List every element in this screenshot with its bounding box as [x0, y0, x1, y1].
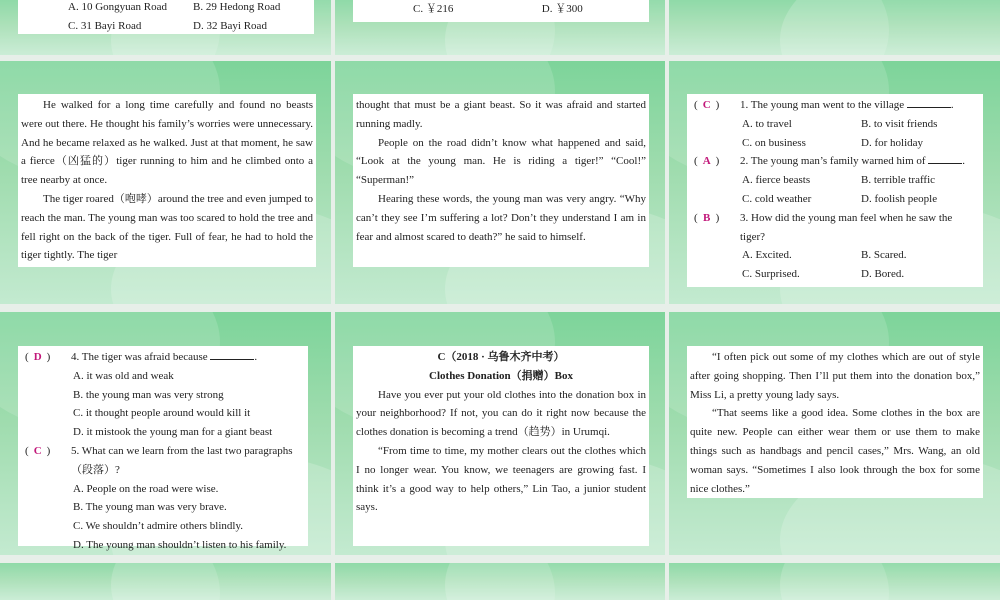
passage-paragraph: He walked for a long time carefully and found no beasts were out there. He thought his family’s worries were unnecessary. And he became relaxed as he walked. Just at that moment, he saw a fierce（凶猛的）tiger running to him and he climbed onto a tree nearby at once.	[21, 99, 313, 187]
passage-paragraph: Hearing these words, the young man was very angry. “Why can’t they see I’m suffering a lot? Don’t they understand I am in fear and almost scared to death?” he said to himself.	[356, 192, 646, 243]
option: C. We shouldn’t admire others blindly.	[73, 520, 244, 533]
passage-paragraph: “I often pick out some of my clothes which are out of style after going shopping. Then I’ll put them into the donation box,” Miss Li, a pretty young lady says.	[690, 351, 980, 401]
option: C. ￥216	[413, 3, 454, 15]
option-list	[68, 0, 314, 36]
slide-9[interactable]	[669, 312, 1000, 555]
question-text: 3. How did the young man feel when he saw the tiger?	[740, 211, 953, 243]
passage-paragraph: thought that must be a giant beast. So it was afraid and started running madly.	[356, 99, 646, 130]
answer-letter: D	[33, 351, 42, 363]
option: B. The young man was very brave.	[73, 501, 227, 514]
answer-letter: C	[33, 444, 42, 457]
passage-title: Clothes Donation（捐赠）Box	[429, 369, 573, 382]
slide-12[interactable]	[669, 563, 1000, 600]
option: A. 10 Gongyuan Road	[68, 1, 167, 13]
passage-paragraph: “That seems like a good idea. Some clothes in the box are quite new. People can either wear them or use them to make things such as handbags and pencil cases,” Mrs. Wang, an old woman says. “Sometimes I also look through the box for some nice clothes.”	[690, 407, 980, 495]
question-text: 5. What can we learn from the last two paragraphs（段落）?	[71, 444, 293, 476]
question-end: .	[254, 351, 258, 363]
reading-passage-card	[353, 346, 649, 546]
questions-card	[18, 346, 308, 551]
answer-blank	[907, 97, 951, 108]
answer-box: ( D )	[25, 348, 50, 367]
option: D. Bored.	[861, 268, 905, 281]
reading-passage-card	[353, 94, 649, 267]
option: A. it was old and weak	[73, 369, 174, 382]
option: D. foolish people	[861, 192, 938, 205]
question-text: 4. The tiger was afraid because	[71, 351, 208, 363]
option: D. 32 Bayi Road	[193, 19, 267, 32]
slide-1[interactable]	[0, 0, 331, 55]
question	[690, 209, 980, 247]
section-heading: C（2018 · 乌鲁木齐中考）	[437, 351, 565, 363]
option: C. it thought people around would kill it	[73, 407, 251, 420]
answer-box: ( C )	[694, 96, 719, 115]
slide-2[interactable]	[335, 0, 665, 55]
reading-passage-card	[687, 346, 983, 498]
question	[690, 96, 980, 115]
question-text: 2. The young man’s family warned him of	[740, 155, 926, 168]
option-list	[21, 480, 305, 555]
passage-paragraph: “From time to time, my mother clears out the clothes which I no longer wear. You know, we teenagers are growing fast. I think it’s a good way to help others,” Lin Tao, a junior student says.	[356, 444, 646, 514]
answer-letter: C	[702, 99, 711, 111]
option: B. Scared.	[861, 249, 907, 262]
question	[21, 348, 305, 367]
option: C. cold weather	[742, 192, 812, 205]
slide-11[interactable]	[335, 563, 665, 600]
passage-paragraph: The tiger roared（咆哮）around the tree and even jumped to reach the man. The young man was too scared to hold the tree and fell right on the back of the tiger. Full of fear, he had to hold the tiger tightly. The tiger	[21, 192, 314, 262]
option: D. it mistook the young man for a giant beast	[73, 426, 273, 439]
option: B. terrible traffic	[861, 174, 936, 187]
answer-box: ( C )	[25, 442, 50, 461]
option: D. ￥300	[541, 3, 583, 15]
answer-blank	[210, 349, 254, 360]
slide-6[interactable]	[669, 61, 1000, 304]
answer-letter: A	[702, 155, 711, 168]
slide-7[interactable]	[0, 312, 331, 555]
answer-box: ( A )	[694, 152, 719, 171]
option: A. People on the road were wise.	[73, 482, 219, 495]
option: C. Surprised.	[742, 268, 800, 281]
slide-4[interactable]	[0, 61, 331, 304]
question-end: .	[950, 99, 954, 111]
option-list	[690, 246, 980, 284]
slide-1-card	[18, 0, 314, 34]
questions-card	[687, 94, 983, 287]
option-list	[690, 171, 980, 209]
question	[690, 152, 980, 171]
slide-5[interactable]	[335, 61, 665, 304]
question-end: .	[962, 155, 966, 168]
answer-box: ( B )	[694, 209, 719, 228]
option: D. The young man shouldn’t listen to his family.	[73, 538, 287, 551]
answer-blank	[928, 153, 962, 164]
reading-passage-card	[18, 94, 316, 267]
option: B. 29 Hedong Road	[193, 1, 281, 13]
option-list	[690, 115, 980, 153]
option: A. to travel	[742, 117, 792, 130]
passage-paragraph: Have you ever put your old clothes into the donation box in your neighborhood? If not, you can do it right now because the clothes donation is becoming a trend（趋势）in Urumqi.	[356, 388, 646, 439]
slide-8[interactable]	[335, 312, 665, 555]
passage-paragraph: People on the road didn’t know what happened and said, “Look at the young man. He is riding a tiger!” “Cool!” “Superman!”	[356, 136, 646, 187]
answer-letter: B	[703, 211, 711, 224]
question-text: 1. The young man went to the village	[740, 99, 905, 111]
option: A. fierce beasts	[742, 174, 811, 187]
option: D. for holiday	[861, 136, 924, 149]
slide-3[interactable]	[669, 0, 1000, 55]
option-list	[21, 367, 305, 442]
option: B. the young man was very strong	[73, 388, 224, 401]
slide-2-card	[353, 0, 649, 22]
option: A. Excited.	[742, 249, 792, 262]
option: B. to visit friends	[861, 117, 938, 130]
option: C. on business	[742, 136, 806, 149]
option: C. 31 Bayi Road	[68, 19, 142, 32]
slide-10[interactable]	[0, 563, 331, 600]
question	[21, 442, 305, 480]
